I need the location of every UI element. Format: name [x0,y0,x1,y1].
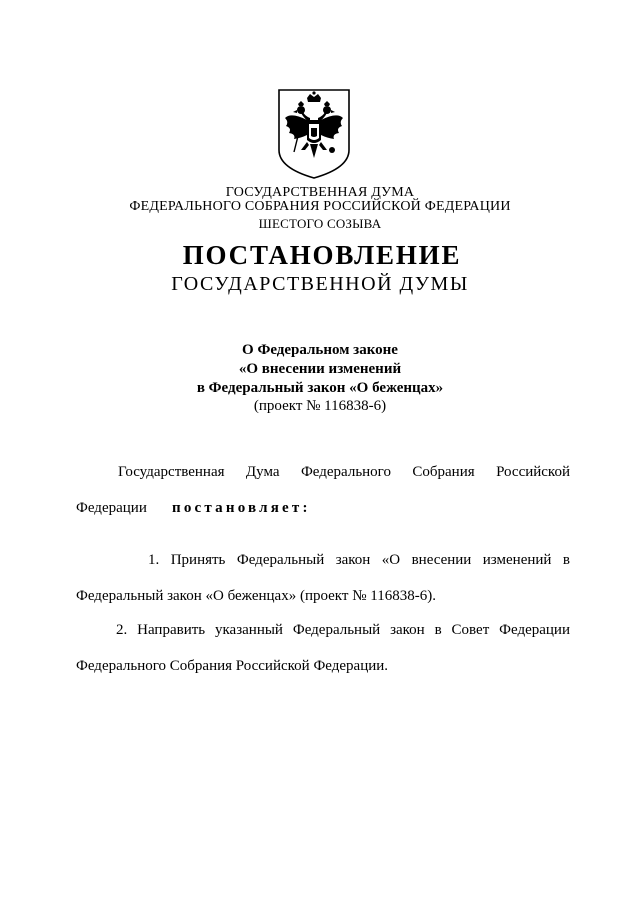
convocation: ШЕСТОГО СОЗЫВА [258,216,382,231]
org-line-1: ГОСУДАРСТВЕННАЯ ДУМА [225,185,415,200]
preamble-line-1: Государственная Дума Федерального Собрания Российской [118,464,570,480]
item-1-line-2: Федеральный закон «О беженцах» (проект № 116838-6). [76,588,436,604]
subject-line-3: в Федеральный закон «О беженцах» [196,380,444,396]
project-number: (проект № 116838-6) [253,398,387,414]
subject-line-1: О Федеральном законе [242,342,398,358]
subject-line-2: «О внесении изменений [238,361,402,377]
org-line-2: ФЕДЕРАЛЬНОГО СОБРАНИЯ РОССИЙСКОЙ ФЕДЕРАЦИИ [129,199,511,214]
document-title: ПОСТАНОВЛЕНИЕ [182,240,462,270]
coat-of-arms-icon [277,88,351,180]
item-2-line-1: 2. Направить указанный Федеральный закон в Совет Федерации [116,622,570,638]
preamble-line-2: Федерации [76,500,147,516]
item-2-line-2: Федерального Собрания Российской Федерации. [76,658,389,674]
resolution-verb: постановляет: [172,500,311,516]
document-issuer: ГОСУДАРСТВЕННОЙ ДУМЫ [171,273,469,295]
item-1-line-1: 1. Принять Федеральный закон «О внесении изменений в [148,552,570,568]
